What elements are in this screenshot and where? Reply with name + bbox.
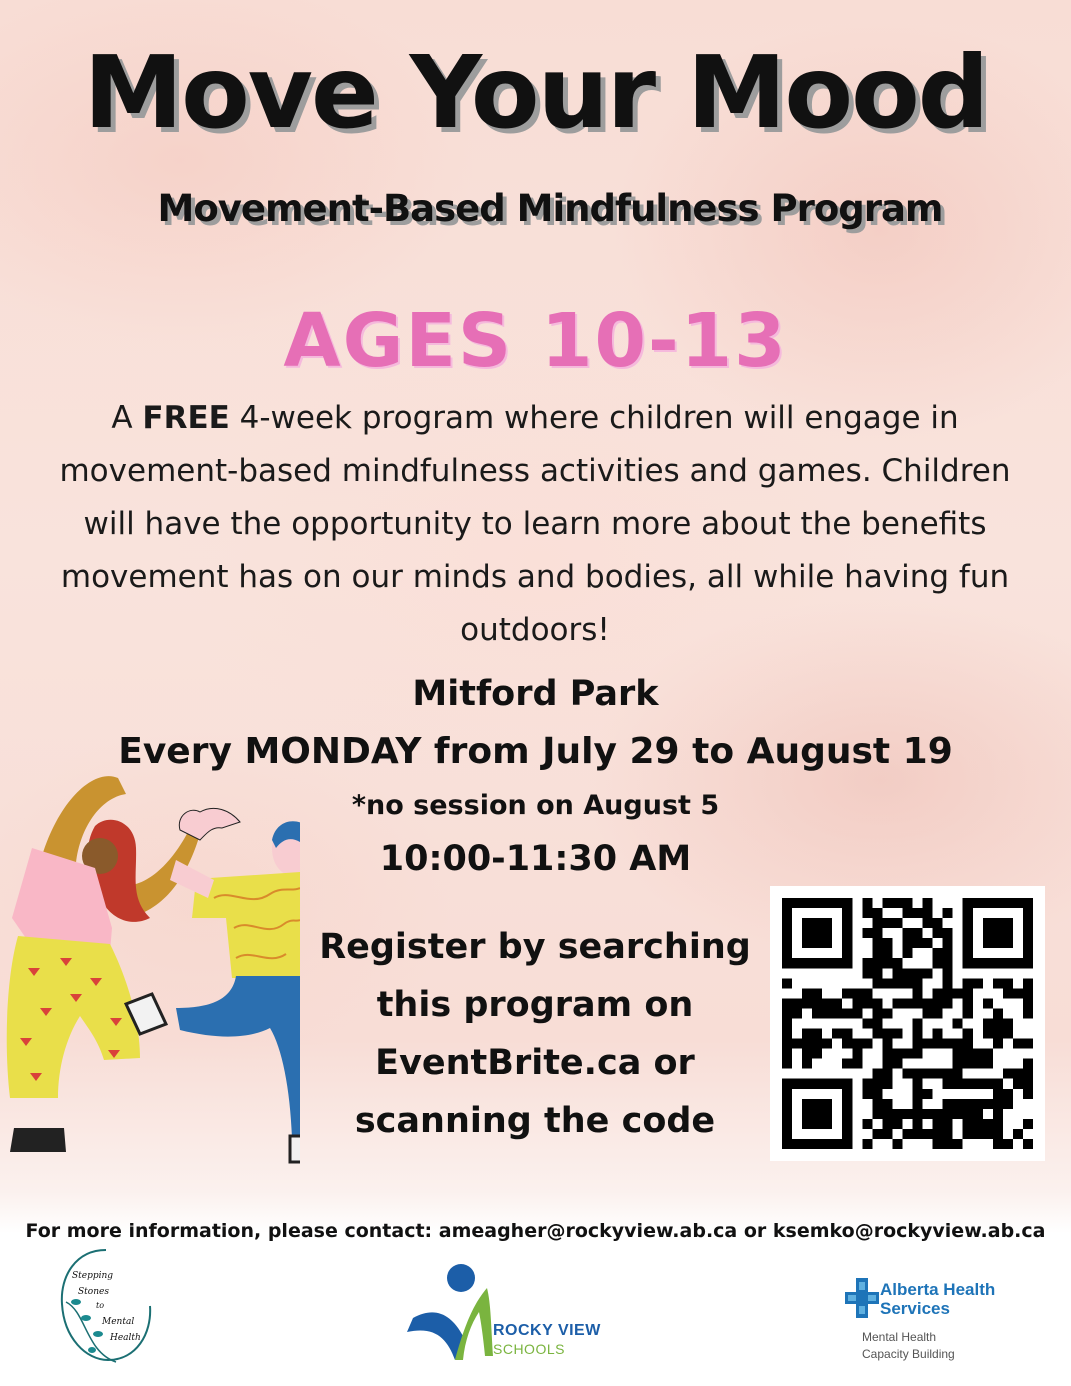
description-free: FREE (142, 400, 230, 436)
svg-text:to: to (96, 1301, 105, 1310)
age-range: AGES 10-13 (283, 298, 788, 384)
ahs-dept-line1: Mental Health (862, 1330, 937, 1344)
description-rest: 4-week program where children will engage in movement-based mindfulness activities and games. Children will have the opportunity to learn more about the benefits movement has on our minds and bodies, all while having fun outdoors! (59, 400, 1011, 648)
register-line: EventBrite.ca or (375, 1043, 695, 1083)
ahs-name-line2: Services (880, 1299, 950, 1318)
session-time: 10:00-11:30 AM (379, 839, 692, 879)
rocky-view-sub: SCHOOLS (493, 1341, 565, 1357)
svg-text:Stones: Stones (78, 1287, 109, 1297)
register-line: scanning the code (354, 1101, 716, 1141)
svg-text:Mental: Mental (102, 1317, 135, 1327)
no-session-note: *no session on August 5 (351, 790, 720, 821)
contact-info: For more information, please contact: ameagher@rockyview.ab.ca or ksemko@rockyview.ab.ca (25, 1220, 1046, 1242)
qr-code[interactable] (770, 886, 1045, 1161)
schedule: Every MONDAY from July 29 to August 19 (118, 731, 953, 772)
svg-text:Health: Health (110, 1333, 141, 1343)
register-line: Register by searching (319, 927, 751, 967)
ahs-name-line1: Alberta Health (880, 1280, 996, 1299)
svg-text:Stepping: Stepping (72, 1271, 114, 1281)
description-prefix: A (111, 400, 143, 436)
register-line: this program on (376, 985, 694, 1025)
stepping-stones-logo (56, 1242, 156, 1382)
ahs-dept-line2: Capacity Building (862, 1347, 955, 1361)
location: Mitford Park (412, 674, 659, 714)
rocky-view-logo (405, 1256, 495, 1366)
flyer-title: Move Your Mood (83, 34, 988, 151)
dancing-people-illustration (0, 768, 300, 1168)
flyer-subtitle: Movement-Based Mindfulness Program (157, 187, 943, 230)
ahs-cross-icon (845, 1278, 879, 1318)
program-description (40, 392, 1030, 657)
rocky-view-name: ROCKY VIEW (493, 1322, 601, 1339)
register-instructions (300, 918, 770, 1150)
